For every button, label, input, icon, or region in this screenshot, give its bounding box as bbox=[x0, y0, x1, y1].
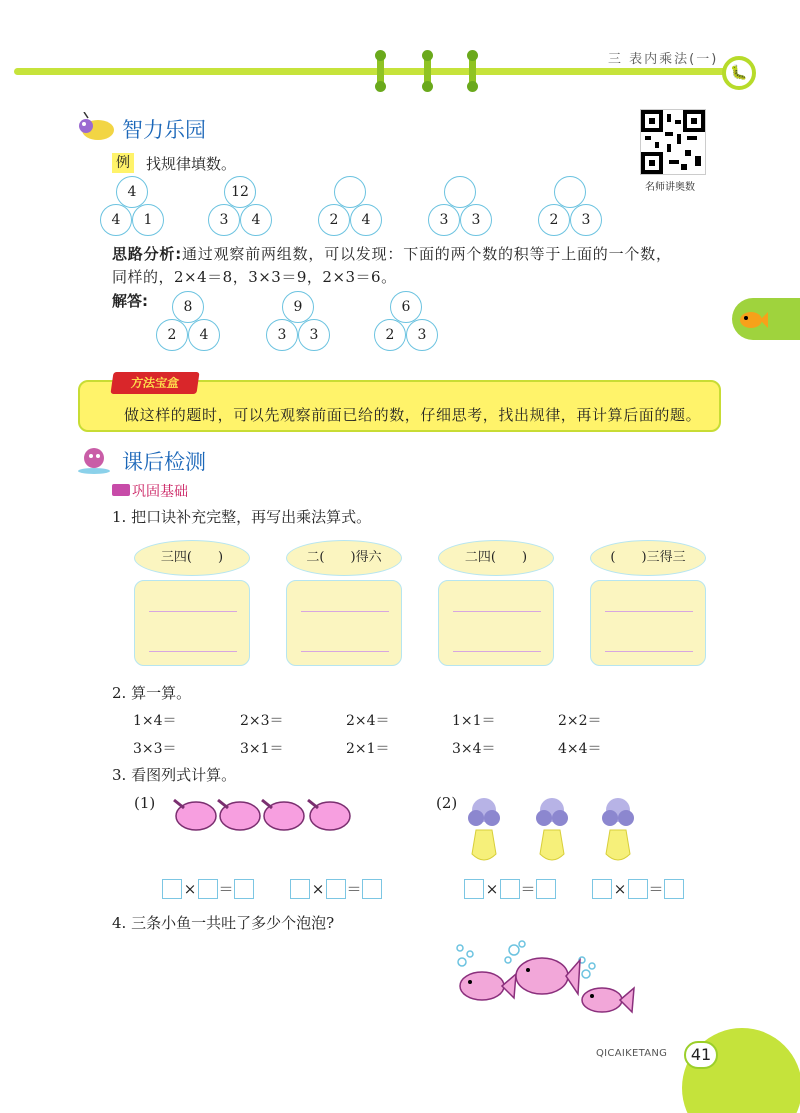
answer-line bbox=[453, 611, 541, 612]
q3-part2-label: (2) bbox=[436, 794, 458, 812]
circle-left: 3 bbox=[266, 319, 298, 351]
fish-bubbles-image bbox=[452, 940, 642, 1024]
answer-box[interactable] bbox=[664, 879, 684, 899]
ping-pong-paddles-image bbox=[160, 790, 360, 838]
circle-left: 2 bbox=[318, 204, 350, 236]
circle-top: 9 bbox=[282, 291, 314, 323]
circle-left: 2 bbox=[538, 204, 570, 236]
analysis-text: 通过观察前两组数，可以发现：下面的两个数的积等于上面的一个数， bbox=[182, 245, 672, 263]
card-oval: 三四( ) bbox=[134, 540, 250, 576]
chapter-title: 三 表内乘法(一) bbox=[608, 52, 719, 67]
binder-ring bbox=[377, 53, 384, 89]
circle-right: 1 bbox=[132, 204, 164, 236]
calc-item[interactable]: 1×1＝ bbox=[452, 713, 496, 729]
fish-icon bbox=[738, 308, 768, 338]
equals-sign: ＝ bbox=[346, 880, 362, 898]
equation-boxes bbox=[592, 878, 684, 899]
answer-box[interactable] bbox=[464, 879, 484, 899]
caterpillar-icon: 🐛 bbox=[722, 56, 756, 90]
answer-box[interactable] bbox=[326, 879, 346, 899]
question-1: 1. 把口诀补充完整，再写出乘法算式。 bbox=[112, 508, 372, 526]
formula-card bbox=[438, 540, 554, 666]
answer-box[interactable] bbox=[500, 879, 520, 899]
example-text: 找规律填数。 bbox=[146, 155, 237, 173]
circle-top-blank[interactable] bbox=[334, 176, 366, 208]
kid-mascot-icon bbox=[76, 444, 116, 474]
circle-right: 3 bbox=[298, 319, 330, 351]
eraser-icon bbox=[112, 484, 130, 496]
question-4: 4. 三条小鱼一共吐了多少个泡泡? bbox=[112, 914, 335, 932]
bug-mascot-icon bbox=[76, 112, 116, 142]
answer-box[interactable] bbox=[290, 879, 310, 899]
circle-triangle bbox=[318, 176, 398, 232]
card-answer-area[interactable] bbox=[590, 580, 706, 666]
answer-box[interactable] bbox=[592, 879, 612, 899]
card-oval: 二四( ) bbox=[438, 540, 554, 576]
answer-triangle bbox=[156, 291, 236, 347]
circle-right: 3 bbox=[570, 204, 602, 236]
card-answer-area[interactable] bbox=[438, 580, 554, 666]
times-sign: × bbox=[183, 879, 197, 898]
qr-code[interactable] bbox=[640, 109, 706, 175]
calc-item[interactable]: 2×1＝ bbox=[346, 741, 390, 757]
times-sign: × bbox=[311, 879, 325, 898]
calc-item[interactable]: 2×4＝ bbox=[346, 713, 390, 729]
times-sign: × bbox=[485, 879, 499, 898]
formula-card bbox=[590, 540, 706, 666]
circle-left: 2 bbox=[374, 319, 406, 351]
circle-left: 4 bbox=[100, 204, 132, 236]
circle-left: 3 bbox=[428, 204, 460, 236]
equals-sign: ＝ bbox=[648, 880, 664, 898]
equation-boxes bbox=[464, 878, 556, 899]
circle-top: 8 bbox=[172, 291, 204, 323]
equals-sign: ＝ bbox=[520, 880, 536, 898]
card-answer-area[interactable] bbox=[286, 580, 402, 666]
binder-ring bbox=[424, 53, 431, 89]
equation-boxes bbox=[290, 878, 382, 899]
q3-part1-label: (1) bbox=[134, 794, 156, 812]
calc-item[interactable]: 3×1＝ bbox=[240, 741, 284, 757]
circle-left: 2 bbox=[156, 319, 188, 351]
circle-right: 4 bbox=[350, 204, 382, 236]
header-rule bbox=[14, 68, 736, 75]
answer-box[interactable] bbox=[162, 879, 182, 899]
analysis-line2: 同样的，2×4＝8，3×3＝9，2×3＝6。 bbox=[112, 268, 397, 286]
circle-top-blank[interactable] bbox=[554, 176, 586, 208]
section-title-check: 课后检测 bbox=[122, 450, 206, 474]
footer-brand: QICAIKETANG bbox=[596, 1048, 668, 1059]
answer-triangle bbox=[266, 291, 346, 347]
answer-box[interactable] bbox=[536, 879, 556, 899]
calc-item[interactable]: 3×3＝ bbox=[133, 741, 177, 757]
answer-line bbox=[149, 651, 237, 652]
card-oval: 二( )得六 bbox=[286, 540, 402, 576]
circle-triangle bbox=[208, 176, 288, 232]
calc-item[interactable]: 1×4＝ bbox=[133, 713, 177, 729]
answer-line bbox=[301, 651, 389, 652]
times-sign: × bbox=[613, 879, 627, 898]
circle-top: 12 bbox=[224, 176, 256, 208]
method-text: 做这样的题时，可以先观察前面已给的数，仔细思考，找出规律，再计算后面的题。 bbox=[124, 406, 702, 424]
circle-right: 3 bbox=[460, 204, 492, 236]
example-tag: 例 bbox=[112, 153, 134, 173]
equation-boxes bbox=[162, 878, 254, 899]
circle-top-blank[interactable] bbox=[444, 176, 476, 208]
answer-line bbox=[453, 651, 541, 652]
page-number: 41 bbox=[684, 1041, 718, 1069]
calc-item[interactable]: 3×4＝ bbox=[452, 741, 496, 757]
circle-triangle bbox=[100, 176, 180, 232]
formula-card bbox=[286, 540, 402, 666]
qr-caption: 名师讲奥数 bbox=[645, 182, 695, 193]
answer-line bbox=[149, 611, 237, 612]
question-2: 2. 算一算。 bbox=[112, 684, 192, 702]
circle-triangle bbox=[538, 176, 618, 232]
answer-line bbox=[301, 611, 389, 612]
question-3: 3. 看图列式计算。 bbox=[112, 766, 237, 784]
answer-box[interactable] bbox=[234, 879, 254, 899]
card-oval: ( )三得三 bbox=[590, 540, 706, 576]
answer-box[interactable] bbox=[362, 879, 382, 899]
answer-box[interactable] bbox=[628, 879, 648, 899]
circle-left: 3 bbox=[208, 204, 240, 236]
circle-top: 6 bbox=[390, 291, 422, 323]
flower-vases-image bbox=[462, 790, 652, 874]
answer-label: 解答: bbox=[112, 292, 148, 310]
circle-right: 4 bbox=[188, 319, 220, 351]
binder-ring bbox=[469, 53, 476, 89]
circle-top: 4 bbox=[116, 176, 148, 208]
answer-triangle bbox=[374, 291, 454, 347]
sub-tag: 巩固基础 bbox=[132, 484, 188, 500]
circle-triangle bbox=[428, 176, 508, 232]
answer-box[interactable] bbox=[198, 879, 218, 899]
circle-right: 4 bbox=[240, 204, 272, 236]
section-title-puzzle: 智力乐园 bbox=[122, 118, 206, 142]
calc-item[interactable]: 4×4＝ bbox=[558, 741, 602, 757]
analysis-line1 bbox=[112, 243, 712, 264]
circle-right: 3 bbox=[406, 319, 438, 351]
calc-item[interactable]: 2×3＝ bbox=[240, 713, 284, 729]
method-tag: 方法宝盒 bbox=[110, 372, 199, 394]
answer-line bbox=[605, 611, 693, 612]
card-answer-area[interactable] bbox=[134, 580, 250, 666]
formula-card bbox=[134, 540, 250, 666]
answer-line bbox=[605, 651, 693, 652]
calc-item[interactable]: 2×2＝ bbox=[558, 713, 602, 729]
equals-sign: ＝ bbox=[218, 880, 234, 898]
analysis-label: 思路分析: bbox=[112, 245, 182, 263]
